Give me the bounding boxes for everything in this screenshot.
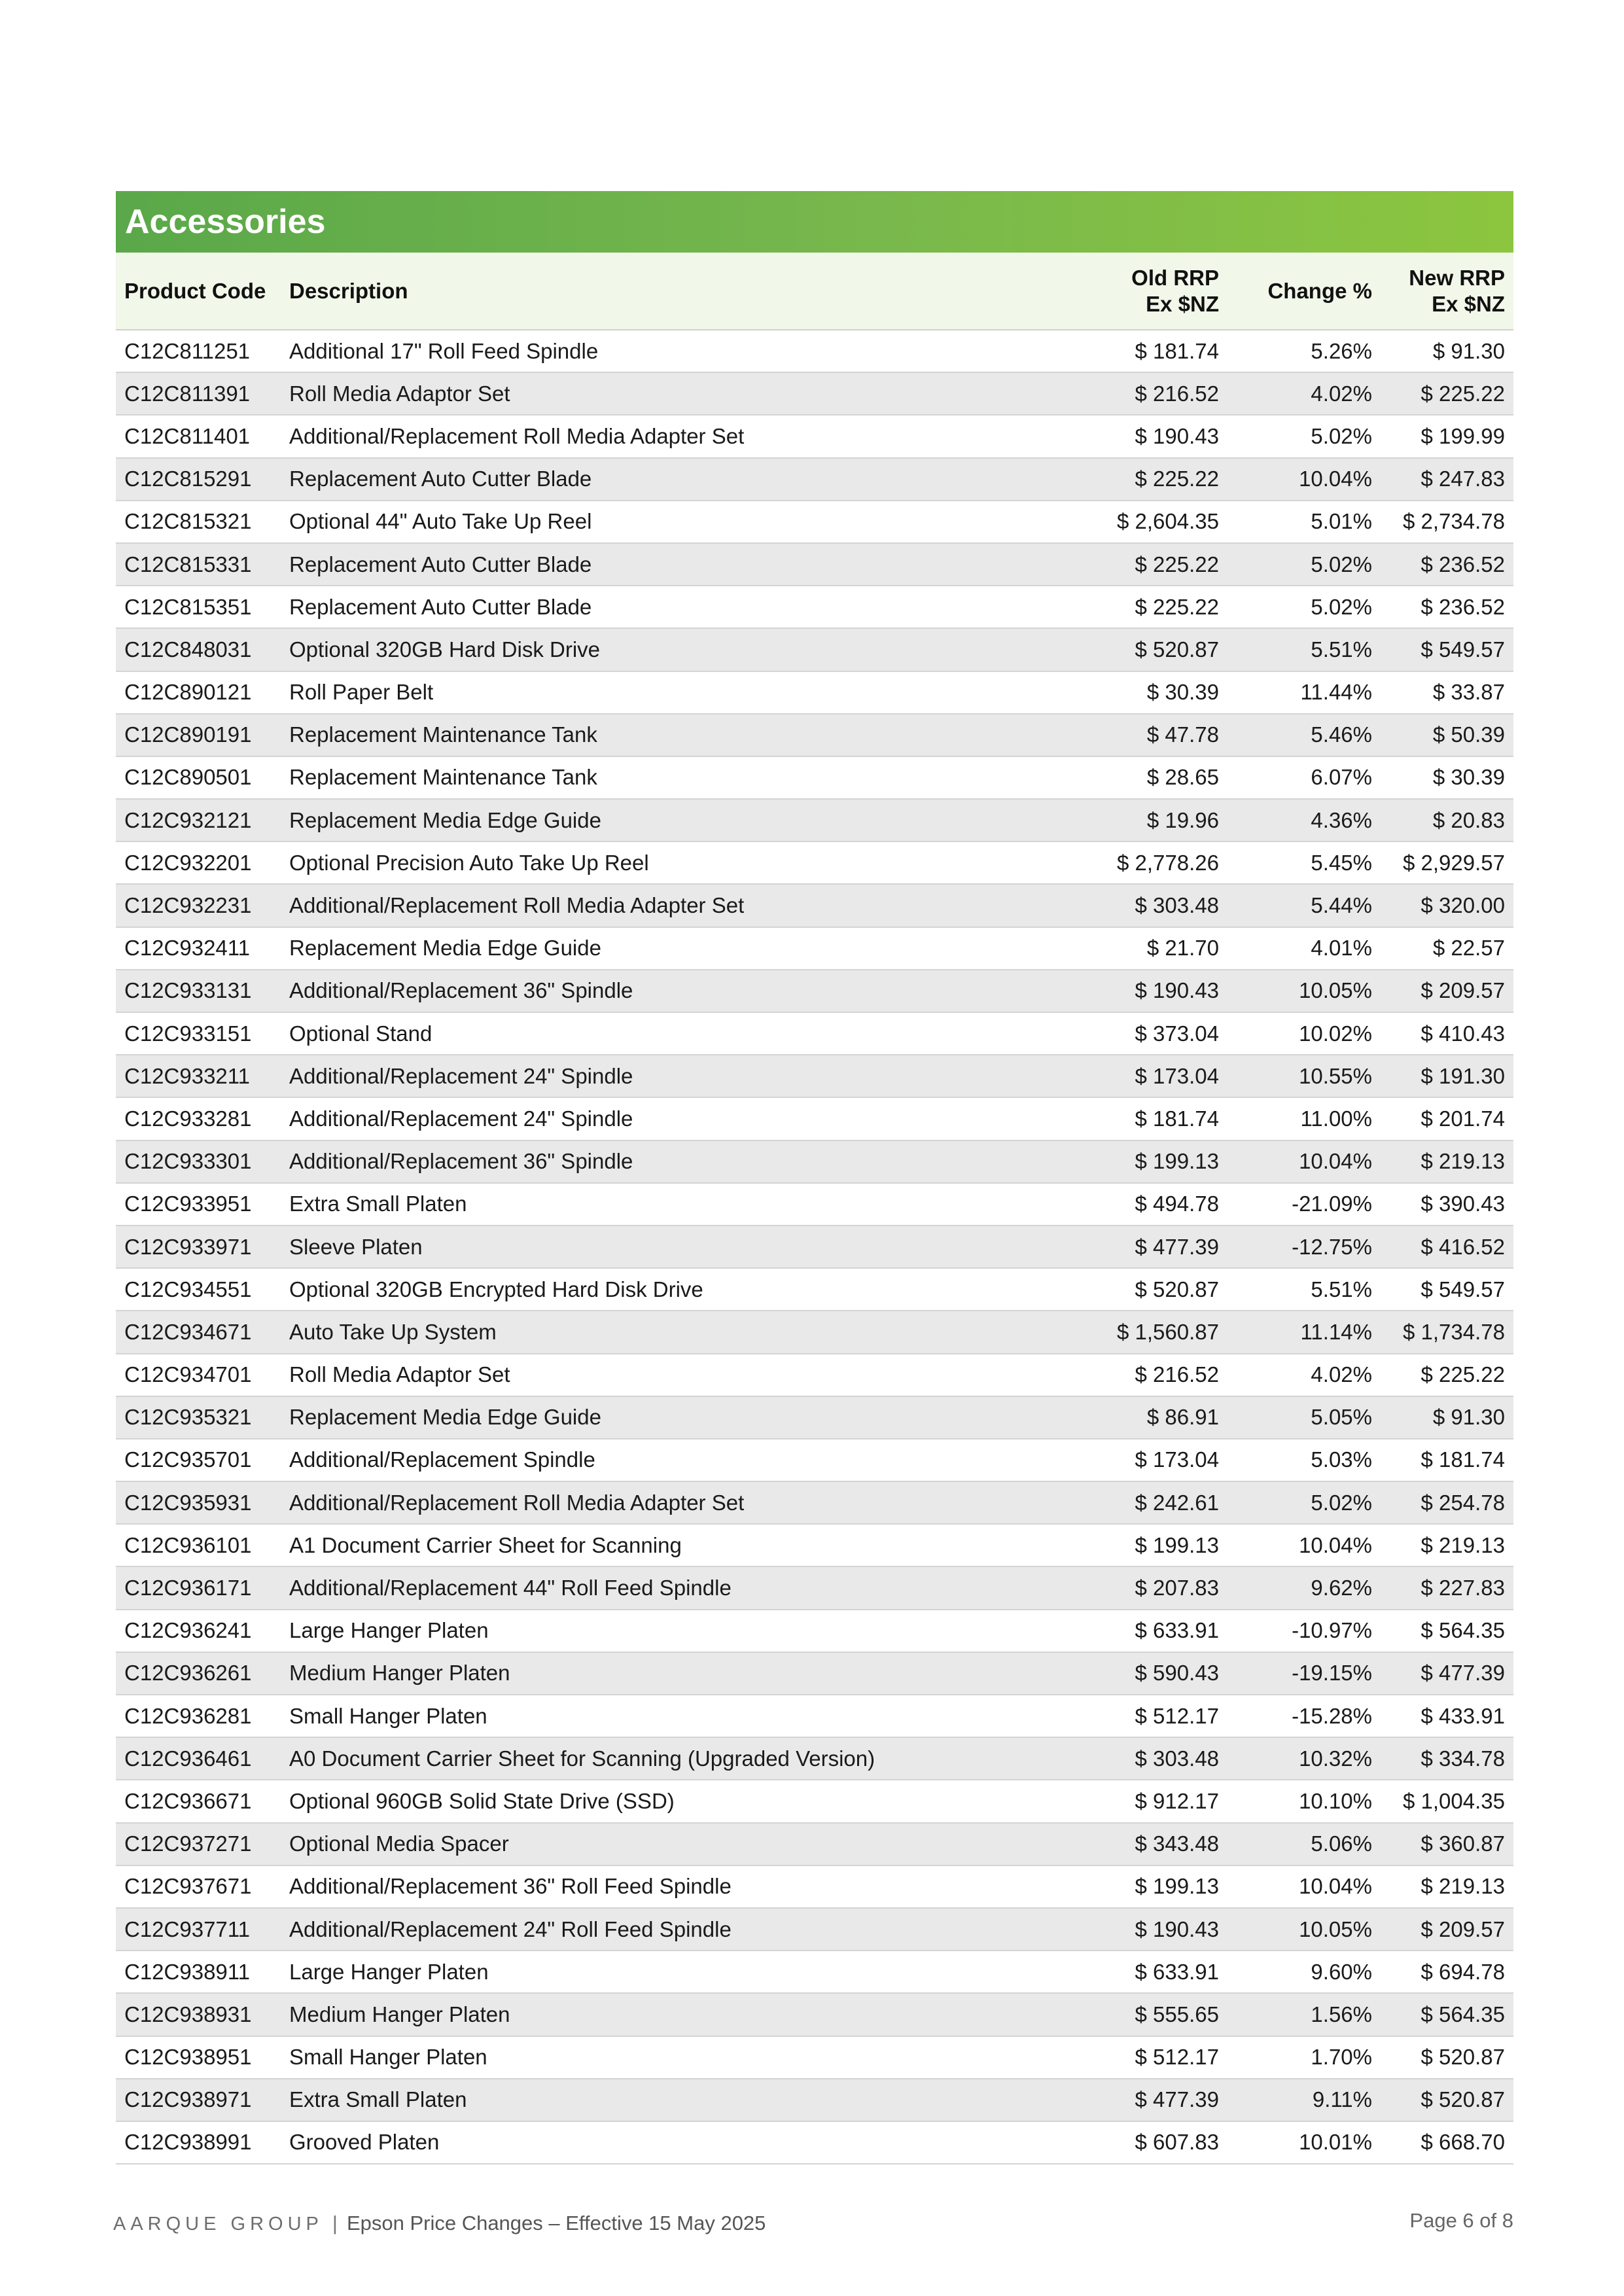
accessories-section <box>116 191 1513 2164</box>
cell-description: Small Hanger Platen <box>289 2036 1072 2079</box>
cell-change: 11.44% <box>1227 671 1381 714</box>
cell-description: Optional 44" Auto Take Up Reel <box>289 501 1072 543</box>
cell-description: Optional 960GB Solid State Drive (SSD) <box>289 1780 1072 1822</box>
cell-change: 6.07% <box>1227 756 1381 799</box>
cell-old-rrp: $ 199.13 <box>1072 1865 1227 1908</box>
cell-old-rrp: $ 242.61 <box>1072 1481 1227 1524</box>
cell-old-rrp: $ 190.43 <box>1072 1908 1227 1951</box>
cell-description: Replacement Media Edge Guide <box>289 927 1072 970</box>
cell-old-rrp: $ 520.87 <box>1072 1268 1227 1311</box>
table-row <box>116 1268 1513 1311</box>
section-title: Accessories <box>116 191 1513 253</box>
table-row <box>116 714 1513 756</box>
cell-change: 5.03% <box>1227 1439 1381 1481</box>
cell-old-rrp: $ 190.43 <box>1072 970 1227 1012</box>
cell-new-rrp: $ 433.91 <box>1381 1695 1513 1737</box>
cell-new-rrp: $ 209.57 <box>1381 1908 1513 1951</box>
cell-product-code: C12C936241 <box>116 1610 289 1652</box>
cell-new-rrp: $ 520.87 <box>1381 2079 1513 2121</box>
cell-old-rrp: $ 1,560.87 <box>1072 1311 1227 1353</box>
cell-change: -10.97% <box>1227 1610 1381 1652</box>
cell-new-rrp: $ 549.57 <box>1381 628 1513 671</box>
cell-new-rrp: $ 225.22 <box>1381 1354 1513 1396</box>
cell-change: 5.02% <box>1227 586 1381 628</box>
page-number: Page 6 of 8 <box>1409 2209 1513 2232</box>
cell-description: Medium Hanger Platen <box>289 1652 1072 1695</box>
cell-old-rrp: $ 555.65 <box>1072 1993 1227 2036</box>
page-footer <box>113 2209 1513 2244</box>
cell-description: Additional/Replacement 44" Roll Feed Spindle <box>289 1566 1072 1609</box>
cell-product-code: C12C938911 <box>116 1951 289 1993</box>
cell-product-code: C12C935931 <box>116 1481 289 1524</box>
cell-description: Replacement Media Edge Guide <box>289 1396 1072 1439</box>
cell-description: Grooved Platen <box>289 2121 1072 2164</box>
cell-product-code: C12C932121 <box>116 799 289 841</box>
cell-description: Auto Take Up System <box>289 1311 1072 1353</box>
cell-product-code: C12C890121 <box>116 671 289 714</box>
cell-change: 5.44% <box>1227 884 1381 927</box>
cell-old-rrp: $ 2,778.26 <box>1072 841 1227 884</box>
table-body <box>116 330 1513 2164</box>
cell-description: Roll Paper Belt <box>289 671 1072 714</box>
cell-new-rrp: $ 30.39 <box>1381 756 1513 799</box>
cell-old-rrp: $ 633.91 <box>1072 1610 1227 1652</box>
cell-description: Replacement Auto Cutter Blade <box>289 586 1072 628</box>
table-row <box>116 330 1513 372</box>
cell-old-rrp: $ 303.48 <box>1072 1737 1227 1780</box>
price-table <box>116 253 1513 2164</box>
table-row <box>116 1823 1513 1865</box>
table-row <box>116 1354 1513 1396</box>
cell-product-code: C12C933211 <box>116 1055 289 1097</box>
table-row <box>116 756 1513 799</box>
cell-description: Additional 17" Roll Feed Spindle <box>289 330 1072 372</box>
cell-product-code: C12C811401 <box>116 415 289 457</box>
cell-product-code: C12C938971 <box>116 2079 289 2121</box>
table-row <box>116 970 1513 1012</box>
table-row <box>116 671 1513 714</box>
cell-description: Small Hanger Platen <box>289 1695 1072 1737</box>
table-row <box>116 2036 1513 2079</box>
cell-new-rrp: $ 390.43 <box>1381 1183 1513 1226</box>
cell-description: Additional/Replacement 24" Roll Feed Spindle <box>289 1908 1072 1951</box>
header-old-rrp <box>1072 253 1227 330</box>
cell-product-code: C12C932411 <box>116 927 289 970</box>
cell-new-rrp: $ 227.83 <box>1381 1566 1513 1609</box>
cell-old-rrp: $ 912.17 <box>1072 1780 1227 1822</box>
table-row <box>116 1566 1513 1609</box>
cell-product-code: C12C933301 <box>116 1140 289 1183</box>
header-old-rrp-line2: Ex $NZ <box>1146 291 1219 316</box>
table-row <box>116 799 1513 841</box>
table-row <box>116 1737 1513 1780</box>
cell-new-rrp: $ 2,929.57 <box>1381 841 1513 884</box>
cell-old-rrp: $ 47.78 <box>1072 714 1227 756</box>
cell-new-rrp: $ 191.30 <box>1381 1055 1513 1097</box>
table-row <box>116 1908 1513 1951</box>
cell-old-rrp: $ 225.22 <box>1072 458 1227 501</box>
cell-old-rrp: $ 477.39 <box>1072 1226 1227 1268</box>
cell-product-code: C12C934701 <box>116 1354 289 1396</box>
cell-old-rrp: $ 512.17 <box>1072 1695 1227 1737</box>
table-row <box>116 1993 1513 2036</box>
cell-change: 10.55% <box>1227 1055 1381 1097</box>
cell-old-rrp: $ 181.74 <box>1072 330 1227 372</box>
cell-new-rrp: $ 236.52 <box>1381 586 1513 628</box>
cell-old-rrp: $ 373.04 <box>1072 1012 1227 1055</box>
cell-old-rrp: $ 86.91 <box>1072 1396 1227 1439</box>
cell-new-rrp: $ 410.43 <box>1381 1012 1513 1055</box>
cell-old-rrp: $ 477.39 <box>1072 2079 1227 2121</box>
cell-change: 10.04% <box>1227 1865 1381 1908</box>
cell-product-code: C12C815291 <box>116 458 289 501</box>
cell-product-code: C12C936101 <box>116 1524 289 1566</box>
cell-new-rrp: $ 91.30 <box>1381 1396 1513 1439</box>
cell-product-code: C12C933281 <box>116 1097 289 1140</box>
cell-change: -21.09% <box>1227 1183 1381 1226</box>
cell-product-code: C12C932231 <box>116 884 289 927</box>
cell-new-rrp: $ 225.22 <box>1381 372 1513 415</box>
cell-old-rrp: $ 225.22 <box>1072 543 1227 586</box>
cell-change: 11.14% <box>1227 1311 1381 1353</box>
table-row <box>116 586 1513 628</box>
cell-product-code: C12C933971 <box>116 1226 289 1268</box>
cell-new-rrp: $ 477.39 <box>1381 1652 1513 1695</box>
cell-change: 5.51% <box>1227 1268 1381 1311</box>
header-change: Change % <box>1227 253 1381 330</box>
cell-new-rrp: $ 1,004.35 <box>1381 1780 1513 1822</box>
cell-description: Roll Media Adaptor Set <box>289 1354 1072 1396</box>
cell-change: -12.75% <box>1227 1226 1381 1268</box>
table-row <box>116 628 1513 671</box>
cell-product-code: C12C938951 <box>116 2036 289 2079</box>
cell-description: Large Hanger Platen <box>289 1610 1072 1652</box>
cell-description: Additional/Replacement 24" Spindle <box>289 1097 1072 1140</box>
cell-product-code: C12C936461 <box>116 1737 289 1780</box>
cell-description: Medium Hanger Platen <box>289 1993 1072 2036</box>
cell-old-rrp: $ 173.04 <box>1072 1055 1227 1097</box>
cell-description: Additional/Replacement 36" Roll Feed Spindle <box>289 1865 1072 1908</box>
cell-description: Additional/Replacement Roll Media Adapter Set <box>289 415 1072 457</box>
cell-change: 1.70% <box>1227 2036 1381 2079</box>
cell-new-rrp: $ 254.78 <box>1381 1481 1513 1524</box>
cell-description: Optional Media Spacer <box>289 1823 1072 1865</box>
cell-old-rrp: $ 19.96 <box>1072 799 1227 841</box>
table-row <box>116 501 1513 543</box>
footer-document-title: Epson Price Changes – Effective 15 May 2025 <box>346 2212 766 2234</box>
table-row <box>116 1183 1513 1226</box>
cell-description: Additional/Replacement 24" Spindle <box>289 1055 1072 1097</box>
cell-new-rrp: $ 2,734.78 <box>1381 501 1513 543</box>
cell-product-code: C12C932201 <box>116 841 289 884</box>
cell-change: 9.62% <box>1227 1566 1381 1609</box>
cell-description: Replacement Auto Cutter Blade <box>289 543 1072 586</box>
table-row <box>116 1610 1513 1652</box>
cell-description: A1 Document Carrier Sheet for Scanning <box>289 1524 1072 1566</box>
cell-change: 4.01% <box>1227 927 1381 970</box>
table-row <box>116 1055 1513 1097</box>
cell-change: 10.01% <box>1227 2121 1381 2164</box>
cell-new-rrp: $ 334.78 <box>1381 1737 1513 1780</box>
cell-old-rrp: $ 28.65 <box>1072 756 1227 799</box>
cell-product-code: C12C938991 <box>116 2121 289 2164</box>
cell-product-code: C12C815321 <box>116 501 289 543</box>
header-new-rrp <box>1381 253 1513 330</box>
cell-description: Replacement Auto Cutter Blade <box>289 458 1072 501</box>
cell-change: 5.26% <box>1227 330 1381 372</box>
table-row <box>116 1951 1513 1993</box>
cell-new-rrp: $ 20.83 <box>1381 799 1513 841</box>
cell-product-code: C12C933951 <box>116 1183 289 1226</box>
cell-new-rrp: $ 199.99 <box>1381 415 1513 457</box>
table-row <box>116 1652 1513 1695</box>
table-row <box>116 372 1513 415</box>
cell-description: Extra Small Platen <box>289 1183 1072 1226</box>
cell-product-code: C12C935321 <box>116 1396 289 1439</box>
cell-old-rrp: $ 2,604.35 <box>1072 501 1227 543</box>
cell-old-rrp: $ 520.87 <box>1072 628 1227 671</box>
cell-product-code: C12C936281 <box>116 1695 289 1737</box>
table-row <box>116 1695 1513 1737</box>
cell-description: Optional 320GB Hard Disk Drive <box>289 628 1072 671</box>
cell-new-rrp: $ 50.39 <box>1381 714 1513 756</box>
table-row <box>116 1780 1513 1822</box>
cell-new-rrp: $ 564.35 <box>1381 1610 1513 1652</box>
cell-change: 1.56% <box>1227 1993 1381 2036</box>
cell-product-code: C12C848031 <box>116 628 289 671</box>
table-row <box>116 543 1513 586</box>
footer-separator: | <box>332 2212 338 2234</box>
cell-description: Additional/Replacement Roll Media Adapter Set <box>289 884 1072 927</box>
cell-change: 10.04% <box>1227 1524 1381 1566</box>
table-row <box>116 2121 1513 2164</box>
cell-old-rrp: $ 30.39 <box>1072 671 1227 714</box>
cell-product-code: C12C933151 <box>116 1012 289 1055</box>
cell-old-rrp: $ 173.04 <box>1072 1439 1227 1481</box>
cell-new-rrp: $ 22.57 <box>1381 927 1513 970</box>
table-row <box>116 1439 1513 1481</box>
cell-description: Additional/Replacement Roll Media Adapter Set <box>289 1481 1072 1524</box>
cell-old-rrp: $ 303.48 <box>1072 884 1227 927</box>
cell-change: 5.02% <box>1227 543 1381 586</box>
cell-product-code: C12C936671 <box>116 1780 289 1822</box>
cell-description: Additional/Replacement Spindle <box>289 1439 1072 1481</box>
cell-new-rrp: $ 416.52 <box>1381 1226 1513 1268</box>
cell-change: 10.10% <box>1227 1780 1381 1822</box>
cell-new-rrp: $ 219.13 <box>1381 1524 1513 1566</box>
header-old-rrp-line1: Old RRP <box>1131 265 1219 290</box>
table-row <box>116 2079 1513 2121</box>
cell-old-rrp: $ 512.17 <box>1072 2036 1227 2079</box>
table-row <box>116 415 1513 457</box>
cell-new-rrp: $ 209.57 <box>1381 970 1513 1012</box>
cell-description: Optional Stand <box>289 1012 1072 1055</box>
cell-change: 9.11% <box>1227 2079 1381 2121</box>
cell-product-code: C12C937711 <box>116 1908 289 1951</box>
table-row <box>116 884 1513 927</box>
cell-new-rrp: $ 668.70 <box>1381 2121 1513 2164</box>
cell-description: Sleeve Platen <box>289 1226 1072 1268</box>
cell-new-rrp: $ 1,734.78 <box>1381 1311 1513 1353</box>
cell-change: 9.60% <box>1227 1951 1381 1993</box>
cell-description: Additional/Replacement 36" Spindle <box>289 970 1072 1012</box>
cell-change: 5.45% <box>1227 841 1381 884</box>
cell-old-rrp: $ 199.13 <box>1072 1140 1227 1183</box>
cell-change: -19.15% <box>1227 1652 1381 1695</box>
cell-old-rrp: $ 607.83 <box>1072 2121 1227 2164</box>
cell-old-rrp: $ 21.70 <box>1072 927 1227 970</box>
cell-new-rrp: $ 181.74 <box>1381 1439 1513 1481</box>
cell-product-code: C12C937271 <box>116 1823 289 1865</box>
cell-change: 5.51% <box>1227 628 1381 671</box>
table-row <box>116 927 1513 970</box>
cell-change: 10.04% <box>1227 1140 1381 1183</box>
cell-change: 10.04% <box>1227 458 1381 501</box>
cell-change: 5.02% <box>1227 1481 1381 1524</box>
cell-old-rrp: $ 590.43 <box>1072 1652 1227 1695</box>
cell-change: 11.00% <box>1227 1097 1381 1140</box>
cell-product-code: C12C811251 <box>116 330 289 372</box>
cell-description: Optional Precision Auto Take Up Reel <box>289 841 1072 884</box>
header-description: Description <box>289 253 1072 330</box>
cell-new-rrp: $ 520.87 <box>1381 2036 1513 2079</box>
cell-description: Replacement Maintenance Tank <box>289 756 1072 799</box>
cell-description: Replacement Media Edge Guide <box>289 799 1072 841</box>
cell-product-code: C12C890191 <box>116 714 289 756</box>
cell-change: -15.28% <box>1227 1695 1381 1737</box>
cell-product-code: C12C890501 <box>116 756 289 799</box>
cell-change: 4.02% <box>1227 1354 1381 1396</box>
cell-old-rrp: $ 343.48 <box>1072 1823 1227 1865</box>
cell-old-rrp: $ 216.52 <box>1072 1354 1227 1396</box>
table-row <box>116 1524 1513 1566</box>
cell-new-rrp: $ 236.52 <box>1381 543 1513 586</box>
table-row <box>116 841 1513 884</box>
cell-old-rrp: $ 207.83 <box>1072 1566 1227 1609</box>
cell-product-code: C12C937671 <box>116 1865 289 1908</box>
cell-product-code: C12C933131 <box>116 970 289 1012</box>
cell-new-rrp: $ 201.74 <box>1381 1097 1513 1140</box>
cell-description: Large Hanger Platen <box>289 1951 1072 1993</box>
cell-new-rrp: $ 694.78 <box>1381 1951 1513 1993</box>
cell-product-code: C12C934671 <box>116 1311 289 1353</box>
cell-old-rrp: $ 181.74 <box>1072 1097 1227 1140</box>
cell-product-code: C12C935701 <box>116 1439 289 1481</box>
cell-new-rrp: $ 247.83 <box>1381 458 1513 501</box>
cell-change: 10.02% <box>1227 1012 1381 1055</box>
cell-old-rrp: $ 225.22 <box>1072 586 1227 628</box>
cell-new-rrp: $ 219.13 <box>1381 1865 1513 1908</box>
table-row <box>116 1865 1513 1908</box>
cell-description: Extra Small Platen <box>289 2079 1072 2121</box>
cell-new-rrp: $ 360.87 <box>1381 1823 1513 1865</box>
table-row <box>116 1140 1513 1183</box>
cell-change: 5.05% <box>1227 1396 1381 1439</box>
cell-change: 5.06% <box>1227 1823 1381 1865</box>
header-new-rrp-line1: New RRP <box>1409 265 1505 290</box>
cell-old-rrp: $ 190.43 <box>1072 415 1227 457</box>
cell-new-rrp: $ 549.57 <box>1381 1268 1513 1311</box>
table-row <box>116 1012 1513 1055</box>
header-product-code: Product Code <box>116 253 289 330</box>
cell-product-code: C12C938931 <box>116 1993 289 2036</box>
cell-description: Optional 320GB Encrypted Hard Disk Drive <box>289 1268 1072 1311</box>
cell-change: 10.05% <box>1227 1908 1381 1951</box>
cell-old-rrp: $ 199.13 <box>1072 1524 1227 1566</box>
cell-product-code: C12C815331 <box>116 543 289 586</box>
cell-description: Roll Media Adaptor Set <box>289 372 1072 415</box>
cell-product-code: C12C934551 <box>116 1268 289 1311</box>
cell-change: 10.32% <box>1227 1737 1381 1780</box>
cell-change: 5.01% <box>1227 501 1381 543</box>
cell-new-rrp: $ 320.00 <box>1381 884 1513 927</box>
cell-old-rrp: $ 494.78 <box>1072 1183 1227 1226</box>
cell-change: 10.05% <box>1227 970 1381 1012</box>
table-row <box>116 1481 1513 1524</box>
cell-new-rrp: $ 219.13 <box>1381 1140 1513 1183</box>
cell-change: 4.36% <box>1227 799 1381 841</box>
cell-product-code: C12C936171 <box>116 1566 289 1609</box>
cell-description: Replacement Maintenance Tank <box>289 714 1072 756</box>
table-row <box>116 1097 1513 1140</box>
cell-change: 5.46% <box>1227 714 1381 756</box>
header-new-rrp-line2: Ex $NZ <box>1432 291 1505 316</box>
cell-description: Additional/Replacement 36" Spindle <box>289 1140 1072 1183</box>
table-row <box>116 1396 1513 1439</box>
table-header-row <box>116 253 1513 330</box>
cell-product-code: C12C811391 <box>116 372 289 415</box>
cell-new-rrp: $ 91.30 <box>1381 330 1513 372</box>
table-row <box>116 1311 1513 1353</box>
cell-product-code: C12C815351 <box>116 586 289 628</box>
cell-change: 4.02% <box>1227 372 1381 415</box>
cell-new-rrp: $ 564.35 <box>1381 1993 1513 2036</box>
table-row <box>116 1226 1513 1268</box>
cell-new-rrp: $ 33.87 <box>1381 671 1513 714</box>
cell-old-rrp: $ 633.91 <box>1072 1951 1227 1993</box>
table-row <box>116 458 1513 501</box>
cell-change: 5.02% <box>1227 415 1381 457</box>
cell-old-rrp: $ 216.52 <box>1072 372 1227 415</box>
cell-product-code: C12C936261 <box>116 1652 289 1695</box>
footer-brand: AARQUE GROUP <box>113 2214 323 2234</box>
cell-description: A0 Document Carrier Sheet for Scanning (Upgraded Version) <box>289 1737 1072 1780</box>
